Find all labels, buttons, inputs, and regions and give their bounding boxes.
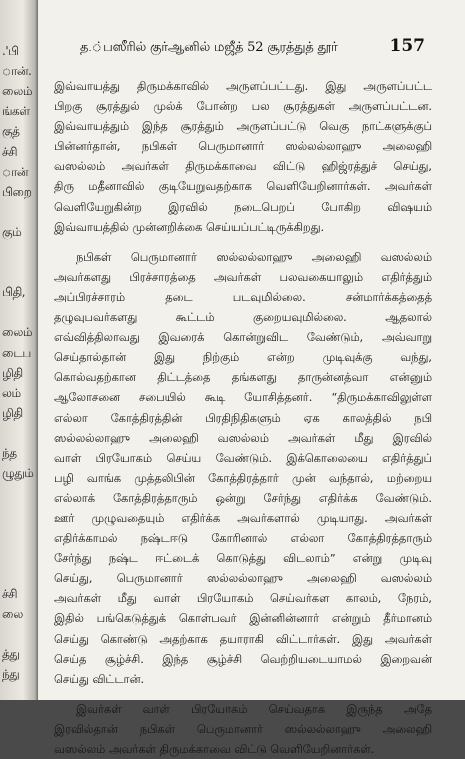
text-line: செய்து கொண்டு அதற்காக தயாராகி விட்டார்கள். இது அவர்கள் [54, 631, 432, 646]
text-line: இவ்வாயத்து திருமக்காவில் அருளப்பட்டது. இது அருளப்பட்ட [54, 79, 432, 93]
facing-page-fragment: த்து [2, 647, 20, 661]
facing-page-fragment: ான். [2, 64, 32, 79]
text-line: எதிர்க்காமல் நஷ்டஈடு கோரினால் எல்லா கோத்திரத்தாரும் [54, 531, 432, 546]
facing-page-fragment: லைம் [2, 84, 32, 99]
facing-page-fragment: ான் [2, 164, 29, 179]
text-line: அவர்கள் மீது வாள் பிரயோகம் செய்வர்கள காலம், நேரம், [54, 591, 432, 606]
facing-page-fragment: டைப [2, 345, 31, 360]
facing-page-fragment: பிறை [2, 184, 32, 199]
text-line: வஸல்லம் அவர்கள் திருமக்காவை விட்டு ஹிஜ்ரத்துச் செய்து, [54, 159, 432, 174]
text-line: நபிகள் பெருமானார் ஸல்லல்லாஹு அலைஹி வஸல்லம் [76, 249, 432, 264]
paragraph [54, 76, 432, 237]
text-line: ஸல்லல்லாஹு அலைஹி வஸல்லம் அவர்கள் மீது இரவில் [54, 430, 432, 445]
text-line: இவர்கள் வாள் பிரயோகம் செய்வதாக இருந்த அதே [76, 701, 432, 716]
facing-page-gutter [0, 0, 38, 700]
text-line: செய்தால்தான் இது நிற்கும் என்ற முடிவுக்கு வந்து, [54, 350, 432, 365]
facing-page-fragment: லைம் [2, 325, 32, 340]
text-line: எவ்வித்திலாவது இவரைக் கொன்றுவிட வேண்டும், அவ்வாறு [54, 330, 432, 345]
text-line: செய்த சூழ்ச்சி. இந்த சூழ்ச்சி வெற்றியடையாமல் இறைவன் [54, 651, 432, 666]
facing-page-fragment: ழிதி [2, 405, 23, 420]
text-line: வாள் பிரயோகம் செய்ய வேண்டும். இக்கொலையை எதிர்த்துப் [54, 450, 432, 465]
text-line: திரு மதீனாவில் குடியேறுவதற்காக வெளியேறினார்கள். அவர்கள் [54, 179, 432, 194]
paragraph [54, 247, 432, 689]
facing-page-fragment: ந்து [2, 667, 20, 682]
text-line: இவ்வாயத்தும் இந்த சூரத்தும் அருளப்பட்டு வெகு நாட்களுக்குப் [54, 119, 432, 134]
text-line: எல்லாக் கோத்திரத்தாரும் ஒன்று சேர்ந்து எதிர்க்க வேண்டும். [54, 490, 432, 505]
facing-page-fragment: ச்சி [2, 586, 18, 601]
text-line: தழுவுபவர்களது கூட்டம் குறையவுமில்லை. ஆதலால் [54, 310, 432, 325]
facing-page-fragment: குத் [2, 124, 20, 139]
page-number: 157 [389, 36, 425, 56]
text-line: இரவில்தான் நபிகள் பெருமானார் ஸல்லல்லாஹு அலைஹி [54, 721, 432, 736]
facing-page-fragment: லை [2, 606, 23, 621]
text-line: வஸல்லம் அவர்கள் திருமக்காவை விட்டு வெளியேறினார்கள். [54, 742, 375, 756]
text-line: கொல்வதற்கான திட்டத்தை தங்களது தாருன்னத்வா என்னும் [54, 370, 432, 385]
text-line: இதில் பங்கெடுத்துக் கொள்பவர் இன்னின்னார் என்றும் தீர்மானம் [54, 611, 432, 626]
running-header [80, 36, 425, 60]
text-line: எல்லா கோத்திரத்தின் பிரதிநிதிகளும் ஏக காலத்தில் நபி [54, 410, 432, 425]
facing-page-fragment: ங்கள் [2, 104, 30, 119]
facing-page-fragment: ழுதும் [2, 466, 34, 481]
facing-page-fragment: கும் [2, 224, 22, 239]
paragraph [54, 699, 432, 759]
facing-page-fragment: ழிதி [2, 365, 23, 380]
text-line: ஊர் முழுவதையும் எதிர்க்க அவர்களால் முடியாது. அவர்கள் [54, 510, 432, 525]
text-line: அவர்களது பிரச்சாரத்தை அவர்கள் பலவகையாலும் எதிர்த்தும் [54, 269, 432, 284]
running-header-title: த.்பஸீரில் குர்ஆனில் மஜீத் 52 சூரத்துத் தூர் [80, 40, 338, 55]
text-line: செய்து, பெருமானார் ஸல்லல்லாஹு அலைஹி வஸல்லம் [54, 571, 432, 586]
text-line: வெளியேறுகின்ற இரவில் நடைபெறப் போகிற விஷயம் [54, 199, 432, 214]
text-line: பிறகு சூரத்துல் முல்க் போன்ற பல சூரத்துகள் அருளப்பட்டன. [54, 99, 432, 114]
text-line: ஆலோசனை சபையில் கூடி யோசித்தனர். “திருமக்காவிலுள்ள [54, 390, 432, 405]
text-line: பழி வாங்க முத்தலிபின் கோத்திரத்தார் முன் வந்தால், மற்றைய [54, 470, 432, 485]
text-line: இவ்வாயத்தில் முன்னறிக்கை செய்யப்பட்டிருக்கிறது. [54, 219, 325, 234]
text-line: சேர்ந்து நஷ்ட ஈட்டைக் கொடுத்து விடலாம்” என்று முடிவு [54, 551, 432, 566]
facing-page-fragment: ந்த [2, 446, 17, 460]
body-text [54, 76, 432, 759]
facing-page-fragment: பிதி, [2, 285, 26, 300]
text-line: பின்னர்தான், நபிகள் பெருமானார் ஸல்லல்லாஹு அலைஹி [54, 139, 432, 154]
facing-page-fragment: லம் [2, 385, 21, 400]
text-line: அப்பிரச்சாரம் தடை படவுமில்லை. சன்மார்க்கத்தைத் [54, 289, 432, 304]
facing-page-fragment: ச்சி [2, 144, 18, 159]
facing-page-fragment: .'பி [2, 44, 19, 58]
text-line: செய்து விட்டான். [54, 671, 145, 686]
